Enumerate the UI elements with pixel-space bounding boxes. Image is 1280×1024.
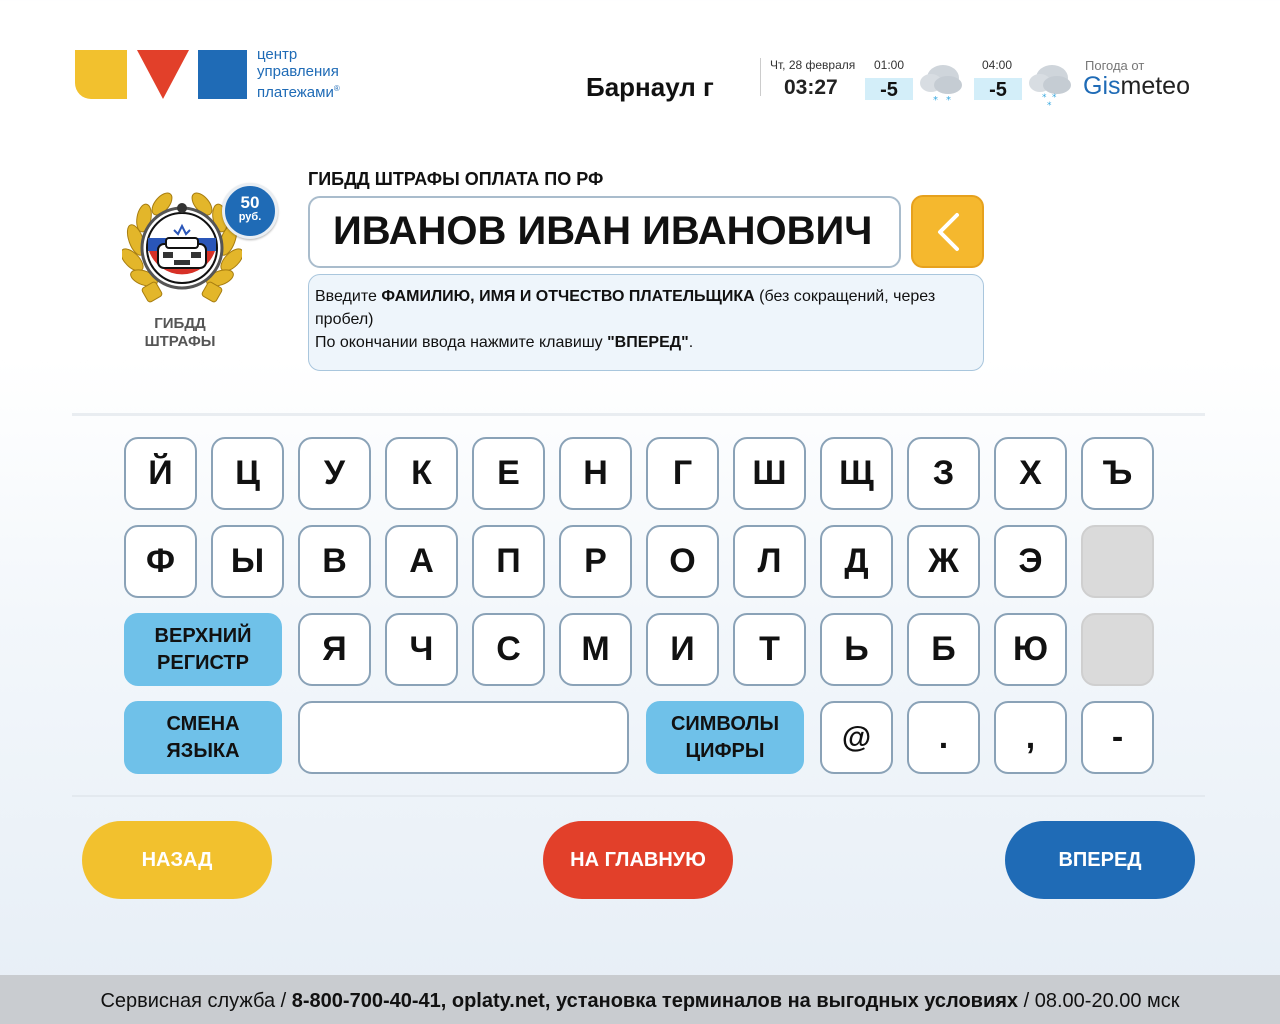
instruction-text: . (688, 334, 694, 351)
key-at[interactable]: @ (820, 701, 893, 774)
page-title: ГИБДД ШТРАФЫ ОПЛАТА ПО РФ (308, 169, 604, 189)
key-letter[interactable]: К (385, 437, 458, 510)
svg-text:*: * (1047, 101, 1052, 106)
key-period[interactable]: . (907, 701, 980, 774)
gismeteo-logo (1083, 72, 1190, 101)
footer-contacts: 8-800-700-40-41, oplaty.net, установка терминалов на выгодных условиях (291, 990, 1019, 1012)
key-disabled (1081, 525, 1154, 598)
instruction-line-2 (315, 331, 971, 354)
key-letter[interactable]: Л (733, 525, 806, 598)
logo-red-triangle (137, 50, 189, 99)
brand-logo (75, 46, 375, 101)
svg-text:*: * (933, 95, 938, 106)
logo-registered: ® (333, 84, 340, 93)
footer-text: Сервисная служба / (100, 990, 292, 1012)
instruction-emphasis: ФАМИЛИЮ, ИМЯ И ОТЧЕСТВО ПЛАТЕЛЬЩИКА (381, 288, 755, 305)
svg-text:*: * (1042, 93, 1047, 103)
logo-text (257, 46, 340, 101)
key-letter[interactable]: У (298, 437, 371, 510)
key-letter[interactable]: О (646, 525, 719, 598)
key-letter[interactable]: С (472, 613, 545, 686)
key-letter[interactable]: Ь (820, 613, 893, 686)
city-name: Барнаул г (586, 72, 714, 102)
key-letter[interactable]: Д (820, 525, 893, 598)
language-switch-button[interactable] (124, 701, 282, 774)
gismeteo-logo-part-1: Gis (1083, 72, 1121, 100)
uppercase-label-2: РЕГИСТР (157, 652, 249, 674)
logo-yellow-square (75, 50, 127, 99)
back-button[interactable]: НАЗАД (82, 821, 272, 899)
key-disabled (1081, 613, 1154, 686)
logo-line-3: платежами (257, 84, 334, 101)
home-button[interactable]: НА ГЛАВНУЮ (543, 821, 733, 899)
key-letter[interactable]: Е (472, 437, 545, 510)
svg-text:*: * (946, 95, 951, 106)
payer-name-input[interactable]: ИВАНОВ ИВАН ИВАНОВИЧ (308, 196, 901, 268)
instruction-text: Введите (315, 288, 382, 305)
symbols-label-1: СИМВОЛЫ (670, 713, 780, 735)
price-currency: руб. (238, 211, 262, 223)
backspace-button[interactable] (911, 195, 984, 268)
key-letter[interactable]: Ы (211, 525, 284, 598)
uppercase-toggle-button[interactable] (124, 613, 282, 686)
key-letter[interactable]: Ф (124, 525, 197, 598)
weather-provider-label: Погода от (1085, 58, 1145, 73)
key-comma[interactable]: , (994, 701, 1067, 774)
forecast-temp-2: -5 (974, 78, 1022, 100)
next-button[interactable]: ВПЕРЕД (1005, 821, 1195, 899)
keyboard-top-divider (72, 413, 1205, 416)
instruction-emphasis: "ВПЕРЕД" (607, 334, 689, 351)
cloud-snow-icon (1025, 56, 1075, 106)
key-letter[interactable]: Х (994, 437, 1067, 510)
service-name-line-1: ГИБДД (154, 315, 206, 332)
instruction-text: (без сокращений, через пробел) (315, 288, 936, 328)
key-letter[interactable]: Б (907, 613, 980, 686)
cloud-snow-icon (916, 56, 966, 106)
key-letter[interactable]: П (472, 525, 545, 598)
key-letter[interactable]: Ч (385, 613, 458, 686)
forecast-time-1: 01:00 (874, 58, 905, 72)
footer-hours: / 08.00-20.00 мск (1018, 990, 1180, 1012)
service-name (120, 315, 240, 351)
key-letter[interactable]: Ж (907, 525, 980, 598)
logo-line-1: центр (257, 46, 298, 63)
language-label-2: ЯЗЫКА (166, 740, 240, 762)
service-name-line-2: ШТРАФЫ (144, 333, 216, 350)
instruction-box (308, 274, 984, 371)
logo-blue-square (198, 50, 247, 99)
current-time: 03:27 (784, 76, 838, 99)
space-key[interactable] (298, 701, 629, 774)
svg-text:*: * (1052, 93, 1057, 103)
key-letter[interactable]: В (298, 525, 371, 598)
key-letter[interactable]: Т (733, 613, 806, 686)
keyboard-bottom-divider (72, 795, 1205, 797)
forecast-time-2: 04:00 (982, 58, 1013, 72)
logo-line-2: управления (257, 63, 339, 80)
price-badge (222, 183, 278, 239)
key-letter[interactable]: Ц (211, 437, 284, 510)
key-letter[interactable]: Й (124, 437, 197, 510)
symbols-digits-button[interactable] (646, 701, 804, 774)
key-letter[interactable]: Р (559, 525, 632, 598)
instruction-text: По окончании ввода нажмите клавишу (315, 334, 608, 351)
key-letter[interactable]: Ю (994, 613, 1067, 686)
key-hyphen[interactable]: - (1081, 701, 1154, 774)
key-letter[interactable]: Ъ (1081, 437, 1154, 510)
key-letter[interactable]: Я (298, 613, 371, 686)
service-footer (0, 975, 1280, 1024)
key-letter[interactable]: Г (646, 437, 719, 510)
key-letter[interactable]: Н (559, 437, 632, 510)
header-divider (760, 58, 761, 96)
key-letter[interactable]: А (385, 525, 458, 598)
key-letter[interactable]: Ш (733, 437, 806, 510)
key-letter[interactable]: М (559, 613, 632, 686)
price-value: 50 (240, 193, 260, 212)
key-letter[interactable]: З (907, 437, 980, 510)
key-letter[interactable]: Щ (820, 437, 893, 510)
language-label-1: СМЕНА (166, 713, 240, 735)
chevron-left-icon (913, 197, 982, 266)
instruction-line-1 (315, 285, 971, 331)
current-date: Чт, 28 февраля (770, 58, 856, 72)
gismeteo-logo-part-2: meteo (1120, 72, 1190, 100)
key-letter[interactable]: И (646, 613, 719, 686)
symbols-label-2: ЦИФРЫ (685, 740, 765, 762)
forecast-temp-1: -5 (865, 78, 913, 100)
key-letter[interactable]: Э (994, 525, 1067, 598)
uppercase-label-1: ВЕРХНИЙ (154, 625, 252, 647)
